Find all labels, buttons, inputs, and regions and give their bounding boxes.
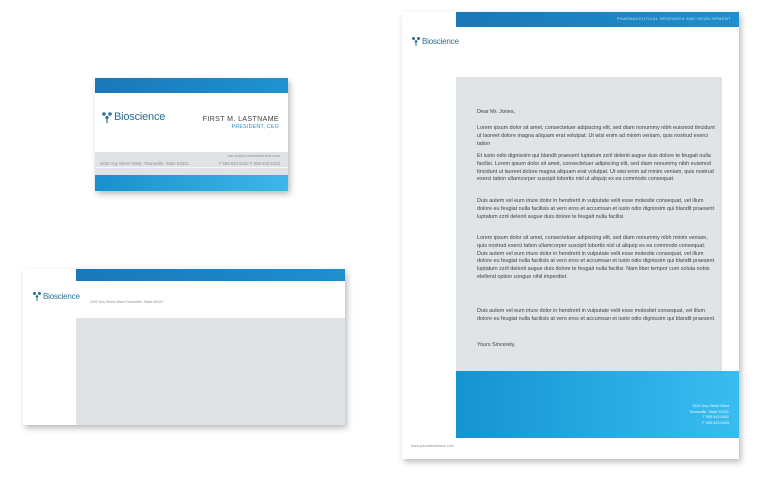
card-top-band	[95, 78, 288, 93]
letterhead-tagline: PHARMACEUTICAL RESEARCH AND DEVELOPMENT	[617, 17, 731, 21]
footer-address-line: 3432 Any Street West	[692, 404, 729, 408]
letter-paragraph: Duis autem vel eum iriure dolor in hendrerit in vulputate velit esse molestiet consequat, vel illum dolore eu feugiat nulla facilisis at vero eros et accumsan et iusto odio dignissim qui blandit praesent.	[477, 308, 716, 322]
molecule-icon	[101, 111, 113, 123]
letterhead-brand-name: Bioscience	[422, 36, 459, 46]
envelope-return-address: 3432 Any Street West Townsville, State 54321	[90, 300, 164, 304]
card-phones: T 555.543.5432 F 555.543.5433	[218, 161, 280, 166]
molecule-icon	[32, 291, 42, 301]
letter-paragraph: Lorem ipsum dolor sit amet, consectetuer adipiscing elit, sed diam nonummy nibh euismod tincidunt ut laoreet dolore magna aliquam erat volutpat. Ut wisi enim ad minim veniam, quis nostrud exerci tation	[477, 125, 715, 147]
card-brand-name: Bioscience	[114, 111, 166, 123]
letterhead-footer-address	[689, 404, 729, 426]
card-email: name@yourwebsitehere.com	[227, 153, 280, 158]
letterhead	[402, 12, 739, 459]
envelope-brand-name: Bioscience	[43, 291, 80, 301]
footer-address-line: T 555.543.5432	[702, 415, 729, 420]
business-card	[95, 78, 288, 191]
molecule-icon	[411, 36, 421, 46]
card-bottom-band	[95, 175, 288, 191]
envelope	[23, 269, 345, 425]
letterhead-website: www.yourwebsitehere.com	[411, 444, 454, 448]
footer-address-line: F 555.543.5433	[702, 420, 729, 425]
card-person-name: FIRST M. LASTNAME	[202, 116, 279, 123]
card-logo	[101, 111, 165, 123]
card-person-title: PRESIDENT, CEO	[231, 124, 279, 130]
card-contact-panel	[95, 152, 288, 175]
envelope-address-panel	[76, 318, 345, 425]
card-address: 3432 Any Street West, Townsville, State 54321	[100, 161, 189, 166]
letterhead-top-band	[456, 12, 739, 27]
card-divider	[95, 167, 288, 168]
envelope-top-band	[76, 269, 345, 281]
letter-greeting: Dear Mr. Jones,	[477, 109, 516, 115]
envelope-logo	[32, 291, 80, 301]
letterhead-logo	[411, 36, 459, 46]
letterhead-footer-band	[456, 371, 739, 438]
footer-address-line: Townsville, State 54321	[689, 409, 729, 414]
letter-closing: Yours Sincerely,	[477, 342, 516, 348]
letter-paragraph: Et iusto odio dignissim qui blandit praesent luptatum zzril delenit augue duis dolore te feugait nulla facilisi. Lorem ipsum dolor sit amet, consectetuer adipiscing elit, sed diam nonummy nibh euismod tincidunt ut laoreet dolore magna aliquam erat volutpat. Ut wisi enim ad minim veniam, quis nostrud exerci tation ullamcorper suscipit lobortis nisl ut aliquip ex ea commodo consequat.	[477, 153, 714, 183]
card-person	[203, 115, 279, 131]
letter-paragraph: Duis autem vel eum iriure dolor in hendrerit in vulputate velit esse molestie consequat, vel illum dolore eu feugiat nulla facilisis at vero eros et accumsan et iusto odio dignissim qui blandit praesent luptatum zzril delenit augue duis dolore te feugait nulla facilisi.	[477, 198, 715, 220]
letter-body-panel	[456, 77, 722, 371]
letter-paragraph: Lorem ipsum dolor sit amet, consectetuer adipiscing elit, sed diam nonummy nibh minim veniam, quis nostrud exerci tation ullamcorper suscipit lobortis nisl ut aliquip ex ea commodo consequat. Duis autem vel eum iriure dolor in hendrerit in vulputate velit esse molestie consequat, vel illum dolore eu feugiat nulla facilisis at vero eros et accumsan et iusto odio dignissim qui blandit praesent luptatum zzril delenit augue duis dolore te feugait nulla facilisi. Nam liber tempor cum soluta nobis eleifend option congue nihil imperdiet.	[477, 235, 715, 280]
